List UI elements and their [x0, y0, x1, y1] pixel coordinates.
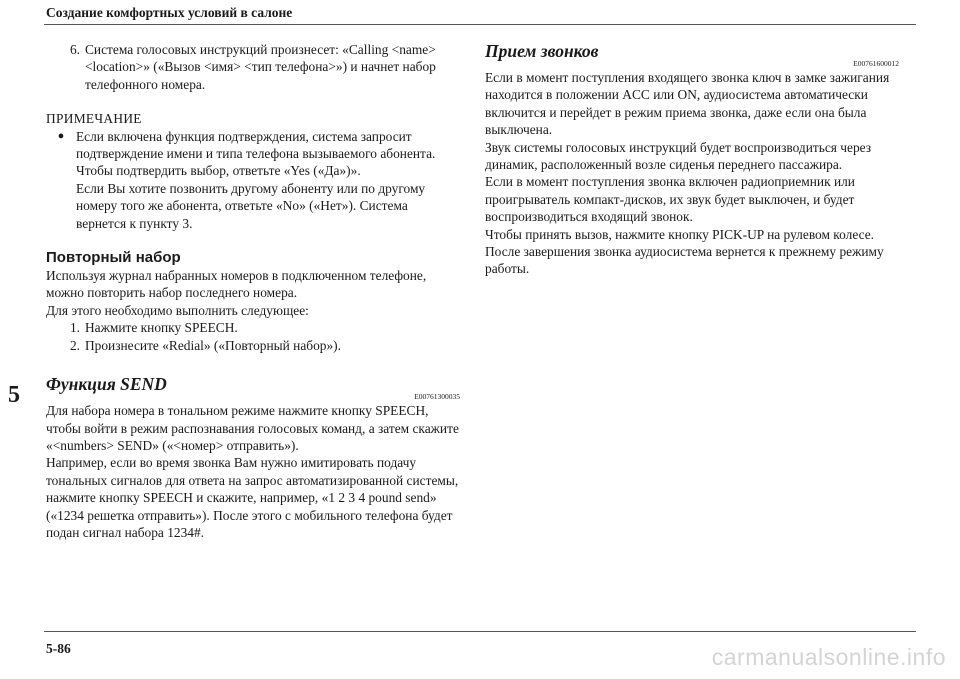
send-section-code: E00761300035	[414, 392, 460, 402]
send-heading: Функция SEND	[46, 374, 167, 395]
step-number: 2.	[69, 337, 80, 353]
redial-step-2	[46, 337, 460, 354]
step-text: Система голосовых инструкций произнесет: «Calling <name> <location>» («Вызов <имя> <тип телефона>») и начнет набор телефонного номера.	[85, 42, 436, 92]
footer-rule	[44, 631, 916, 632]
redial-paragraph-2: Для этого необходимо выполнить следующее:	[46, 302, 309, 318]
receive-section-code: E00761600012	[853, 59, 899, 68]
step-text: Нажмите кнопку SPEECH.	[85, 320, 238, 336]
receive-paragraph-2: Звук системы голосовых инструкций будет воспроизводиться через динамик, расположенный возле сиденья переднего пассажира.	[485, 139, 872, 173]
redial-heading: Повторный набор	[46, 249, 181, 267]
step-text: Произнесите «Redial» («Повторный набор»).	[85, 337, 341, 353]
redial-step-1	[46, 319, 460, 336]
bullet-dot-icon: ●	[57, 129, 65, 142]
redial-paragraph-1: Используя журнал набранных номеров в подключенном телефоне, можно повторить набор последнего номера.	[46, 268, 427, 301]
note-title: ПРИМЕЧАНИЕ	[46, 111, 142, 127]
note-bullet-text: Если включена функция подтверждения, система запросит подтверждение имени и типа телефона вызываемого абонента. Чтобы подтвердить выбор, ответьте «Yes («Да»)».	[76, 128, 436, 179]
note-bullet	[46, 128, 460, 232]
receive-paragraph-4: Чтобы принять вызов, нажмите кнопку PICK-UP на рулевом колесе.	[485, 226, 875, 242]
receive-paragraph-1: Если в момент поступления входящего звонка ключ в замке зажигания находится в положении ACC или ON, аудиосистема автоматически включится и перейдет в режим приема звонка, даже если она была выключена.	[485, 70, 890, 138]
note-bullet-continuation: Если Вы хотите позвонить другому абоненту или по другому номеру того же абонента, ответьте «No» («Нет»). Система вернется к пункту 3.	[76, 180, 426, 231]
step-number: 6.	[69, 42, 80, 57]
receive-paragraph-5: После завершения звонка аудиосистема вернется к прежнему режиму работы.	[485, 244, 884, 277]
watermark: carmanualsonline.info	[711, 644, 946, 670]
page-number: 5-86	[46, 641, 71, 656]
send-paragraph-2: Например, если во время звонка Вам нужно имитировать подачу тональных сигналов для ответа на запрос автоматизированной системы, нажмите кнопку SPEECH и скажите, например, «1 2 3 4 pound send» («1234 решетка отправить»). После этого с мобильного телефона будет подан сигнал набора 1234#.	[46, 455, 459, 540]
left-column	[46, 41, 460, 541]
chapter-tab: 5	[8, 382, 20, 408]
send-section	[46, 374, 460, 541]
page-header: Создание комфортных условий в салоне	[46, 5, 293, 20]
receive-heading: Прием звонков	[485, 41, 599, 61]
receive-paragraph-3: Если в момент поступления звонка включен радиоприемник или проигрыватель компакт-дисков, их звук будет выключен, и будет воспроизводиться входящий звонок.	[485, 174, 855, 225]
step-6	[46, 41, 460, 93]
step-number: 1.	[69, 320, 80, 336]
header-rule	[44, 24, 916, 25]
send-paragraph-1: Для набора номера в тональном режиме нажмите кнопку SPEECH, чтобы войти в режим распознавания голосовых команд, а затем скажите «<numbers> SEND» («<номер> отправить»).	[46, 403, 459, 453]
right-column	[485, 41, 899, 278]
